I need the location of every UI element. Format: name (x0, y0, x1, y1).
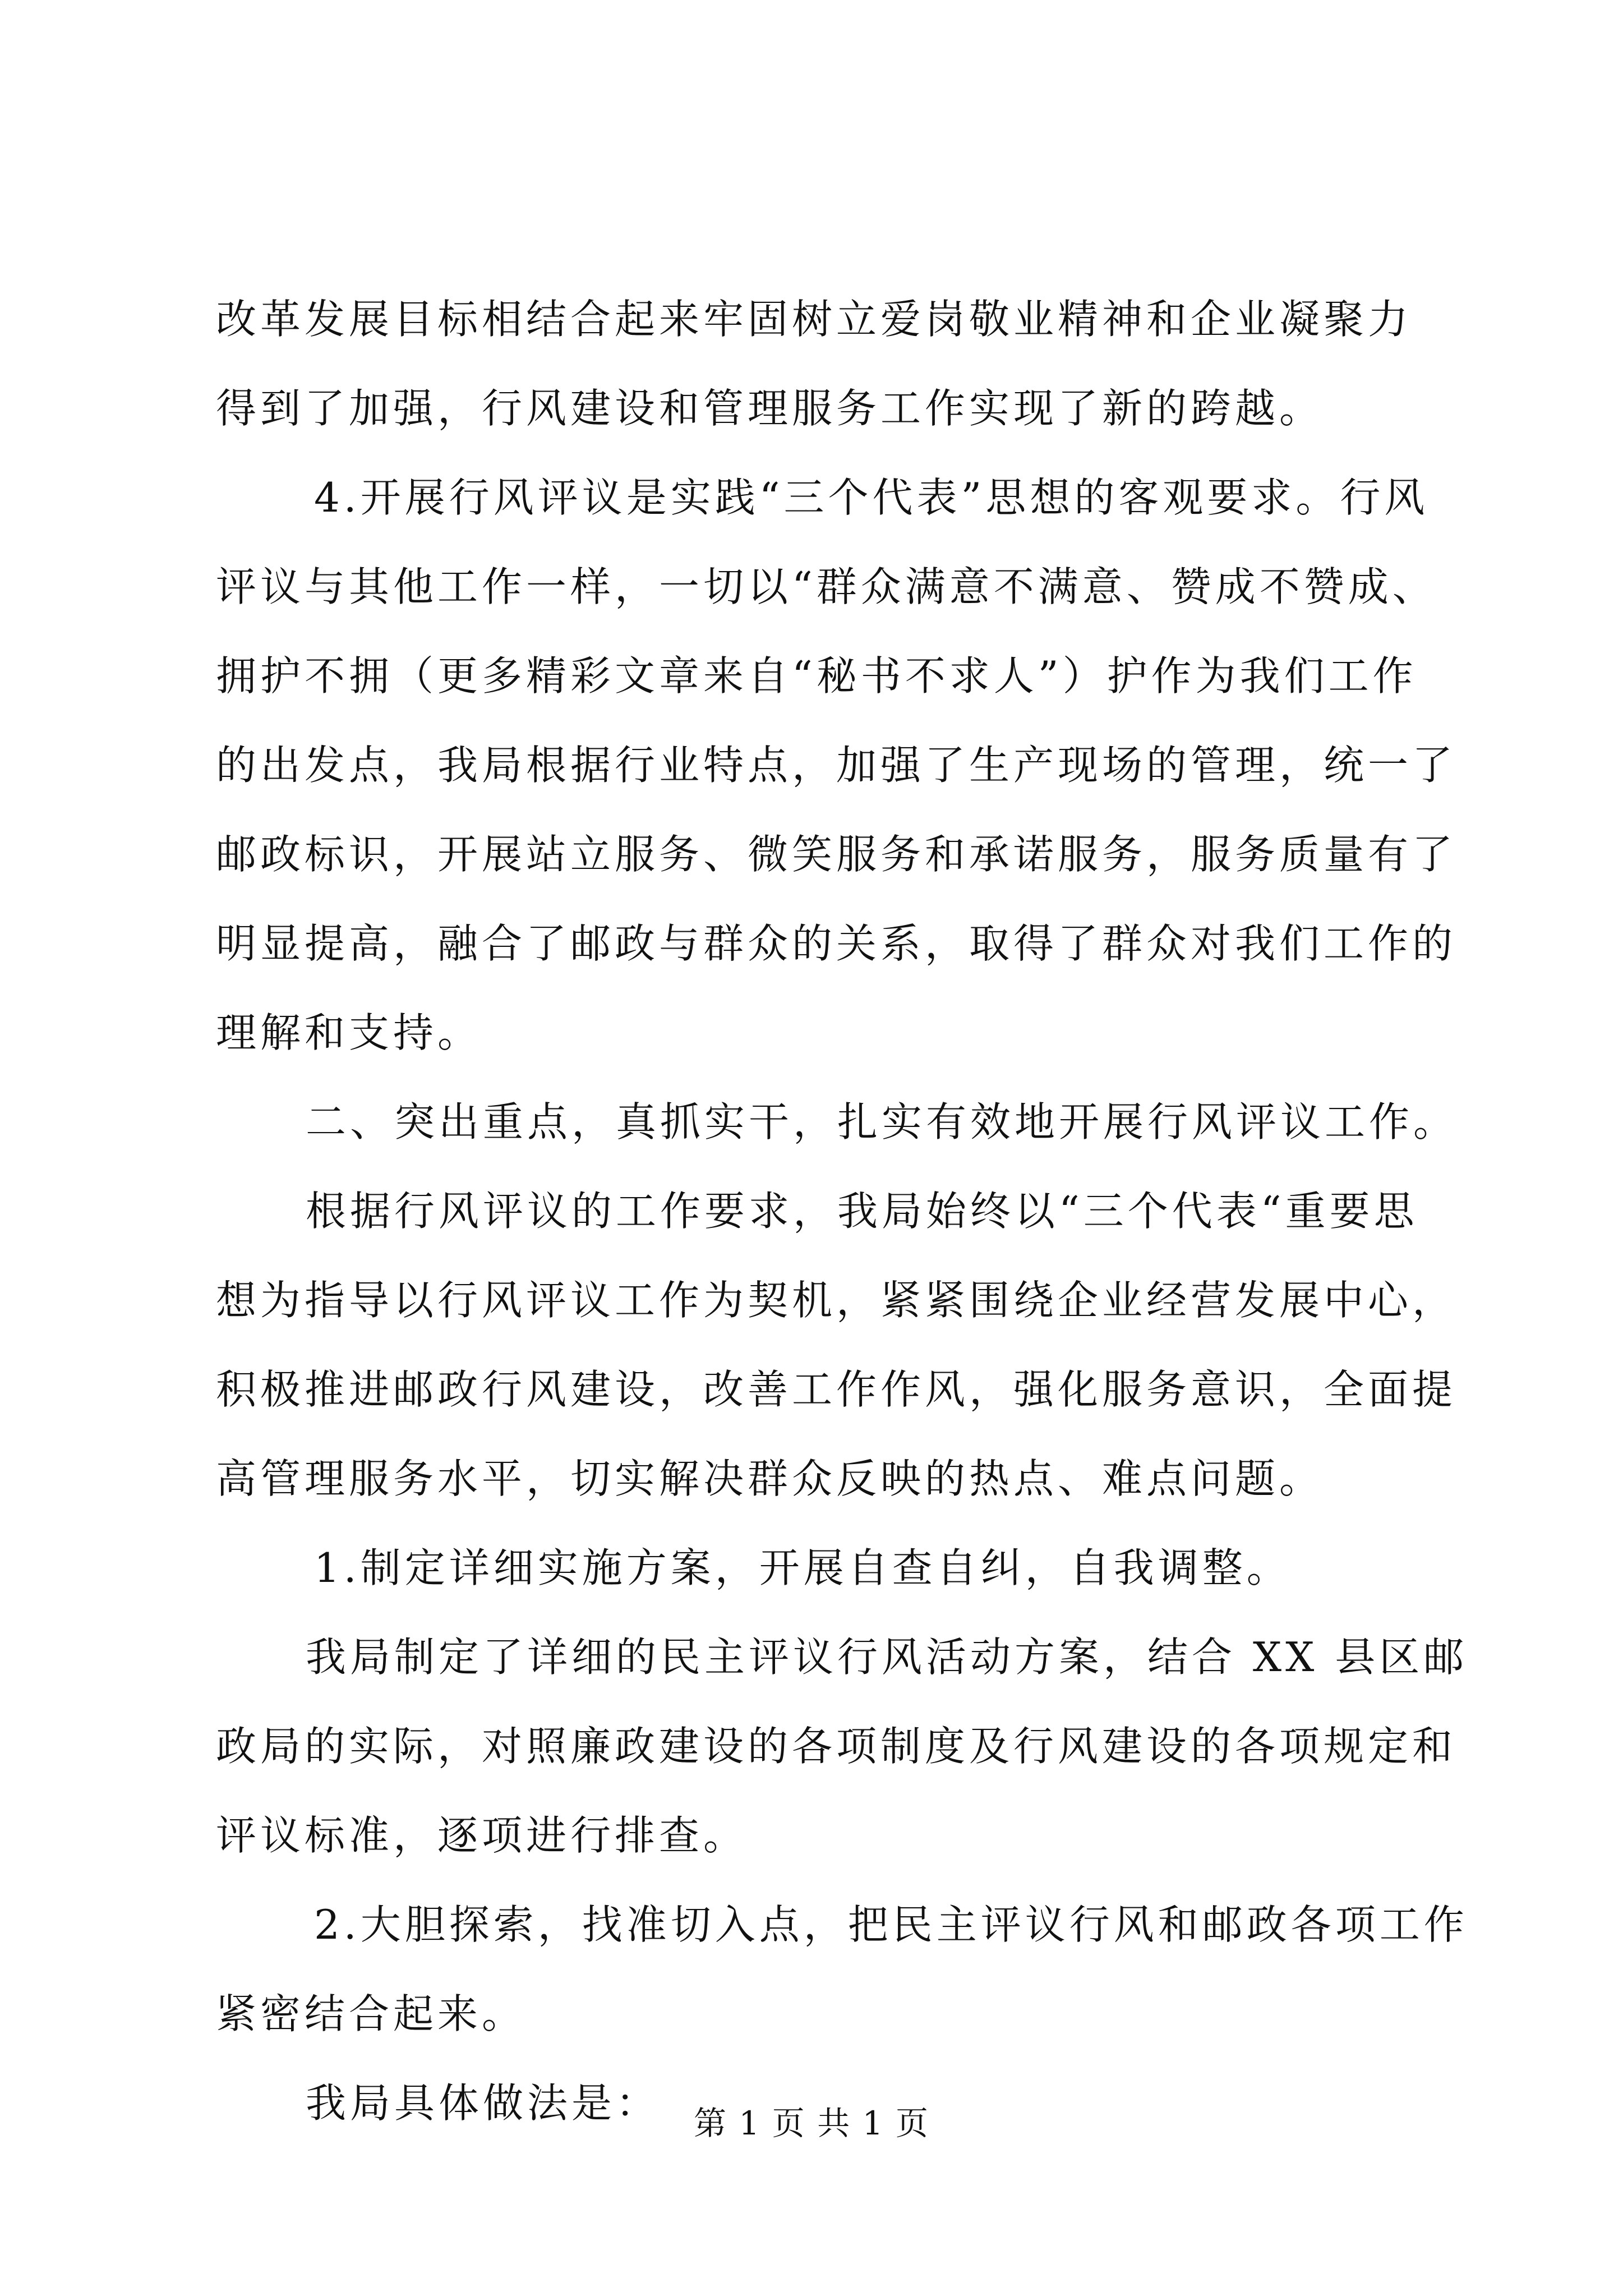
text-line: 高管理服务水平，切实解决群众反映的热点、难点问题。 (216, 1455, 1324, 1502)
text-line: 评议与其他工作一样，一切以“群众满意不满意、赞成不赞成、 (216, 563, 1437, 610)
text-line: 得到了加强，行风建设和管理服务工作实现了新的跨越。 (216, 385, 1324, 432)
page-footer: 第 1 页 共 1 页 (694, 2104, 929, 2142)
text-line: 评议标准，逐项进行排查。 (216, 1812, 748, 1859)
text-line: 的出发点，我局根据行业特点，加强了生产现场的管理，统一了 (216, 742, 1457, 789)
text-line: 拥护不拥（更多精彩文章来自“秘书不求人”）护作为我们工作 (216, 652, 1417, 700)
text-line: 政局的实际，对照廉政建设的各项制度及行风建设的各项规定和 (216, 1723, 1457, 1770)
text-line: 改革发展目标相结合起来牢固树立爱岗敬业精神和企业凝聚力 (216, 296, 1413, 343)
section-2-heading: 二、突出重点，真抓实干，扎实有效地开展行风评议工作。 (306, 1098, 1458, 1145)
document-body (216, 283, 1468, 2139)
text-line: 积极推进邮政行风建设，改善工作作风，强化服务意识，全面提 (216, 1366, 1457, 1413)
text-line: 想为指导以行风评议工作为契机，紧紧围绕企业经营发展中心， (216, 1277, 1457, 1324)
text-line: 邮政标识，开展站立服务、微笑服务和承诺服务，服务质量有了 (216, 831, 1457, 878)
subsection-1-heading: 1.制定详细实施方案，开展自查自纠，自我调整。 (314, 1544, 1291, 1591)
subsection-2-heading: 2.大胆探索，找准切入点，把民主评议行风和邮政各项工作 (314, 1901, 1468, 1948)
text-line: 根据行风评议的工作要求，我局始终以“三个代表“重要思 (306, 1188, 1418, 1235)
text-line: 理解和支持。 (216, 1009, 482, 1056)
text-line: 明显提高，融合了邮政与群众的关系，取得了群众对我们工作的 (216, 920, 1457, 967)
text-line: 我局具体做法是： (306, 2079, 661, 2127)
section-4-heading-line: 4.开展行风评议是实践“三个代表”思想的客观要求。行风 (314, 474, 1429, 521)
text-line: 我局制定了详细的民主评议行风活动方案，结合 XX 县区邮 (306, 1634, 1468, 1681)
text-line: 紧密结合起来。 (216, 1990, 527, 2037)
